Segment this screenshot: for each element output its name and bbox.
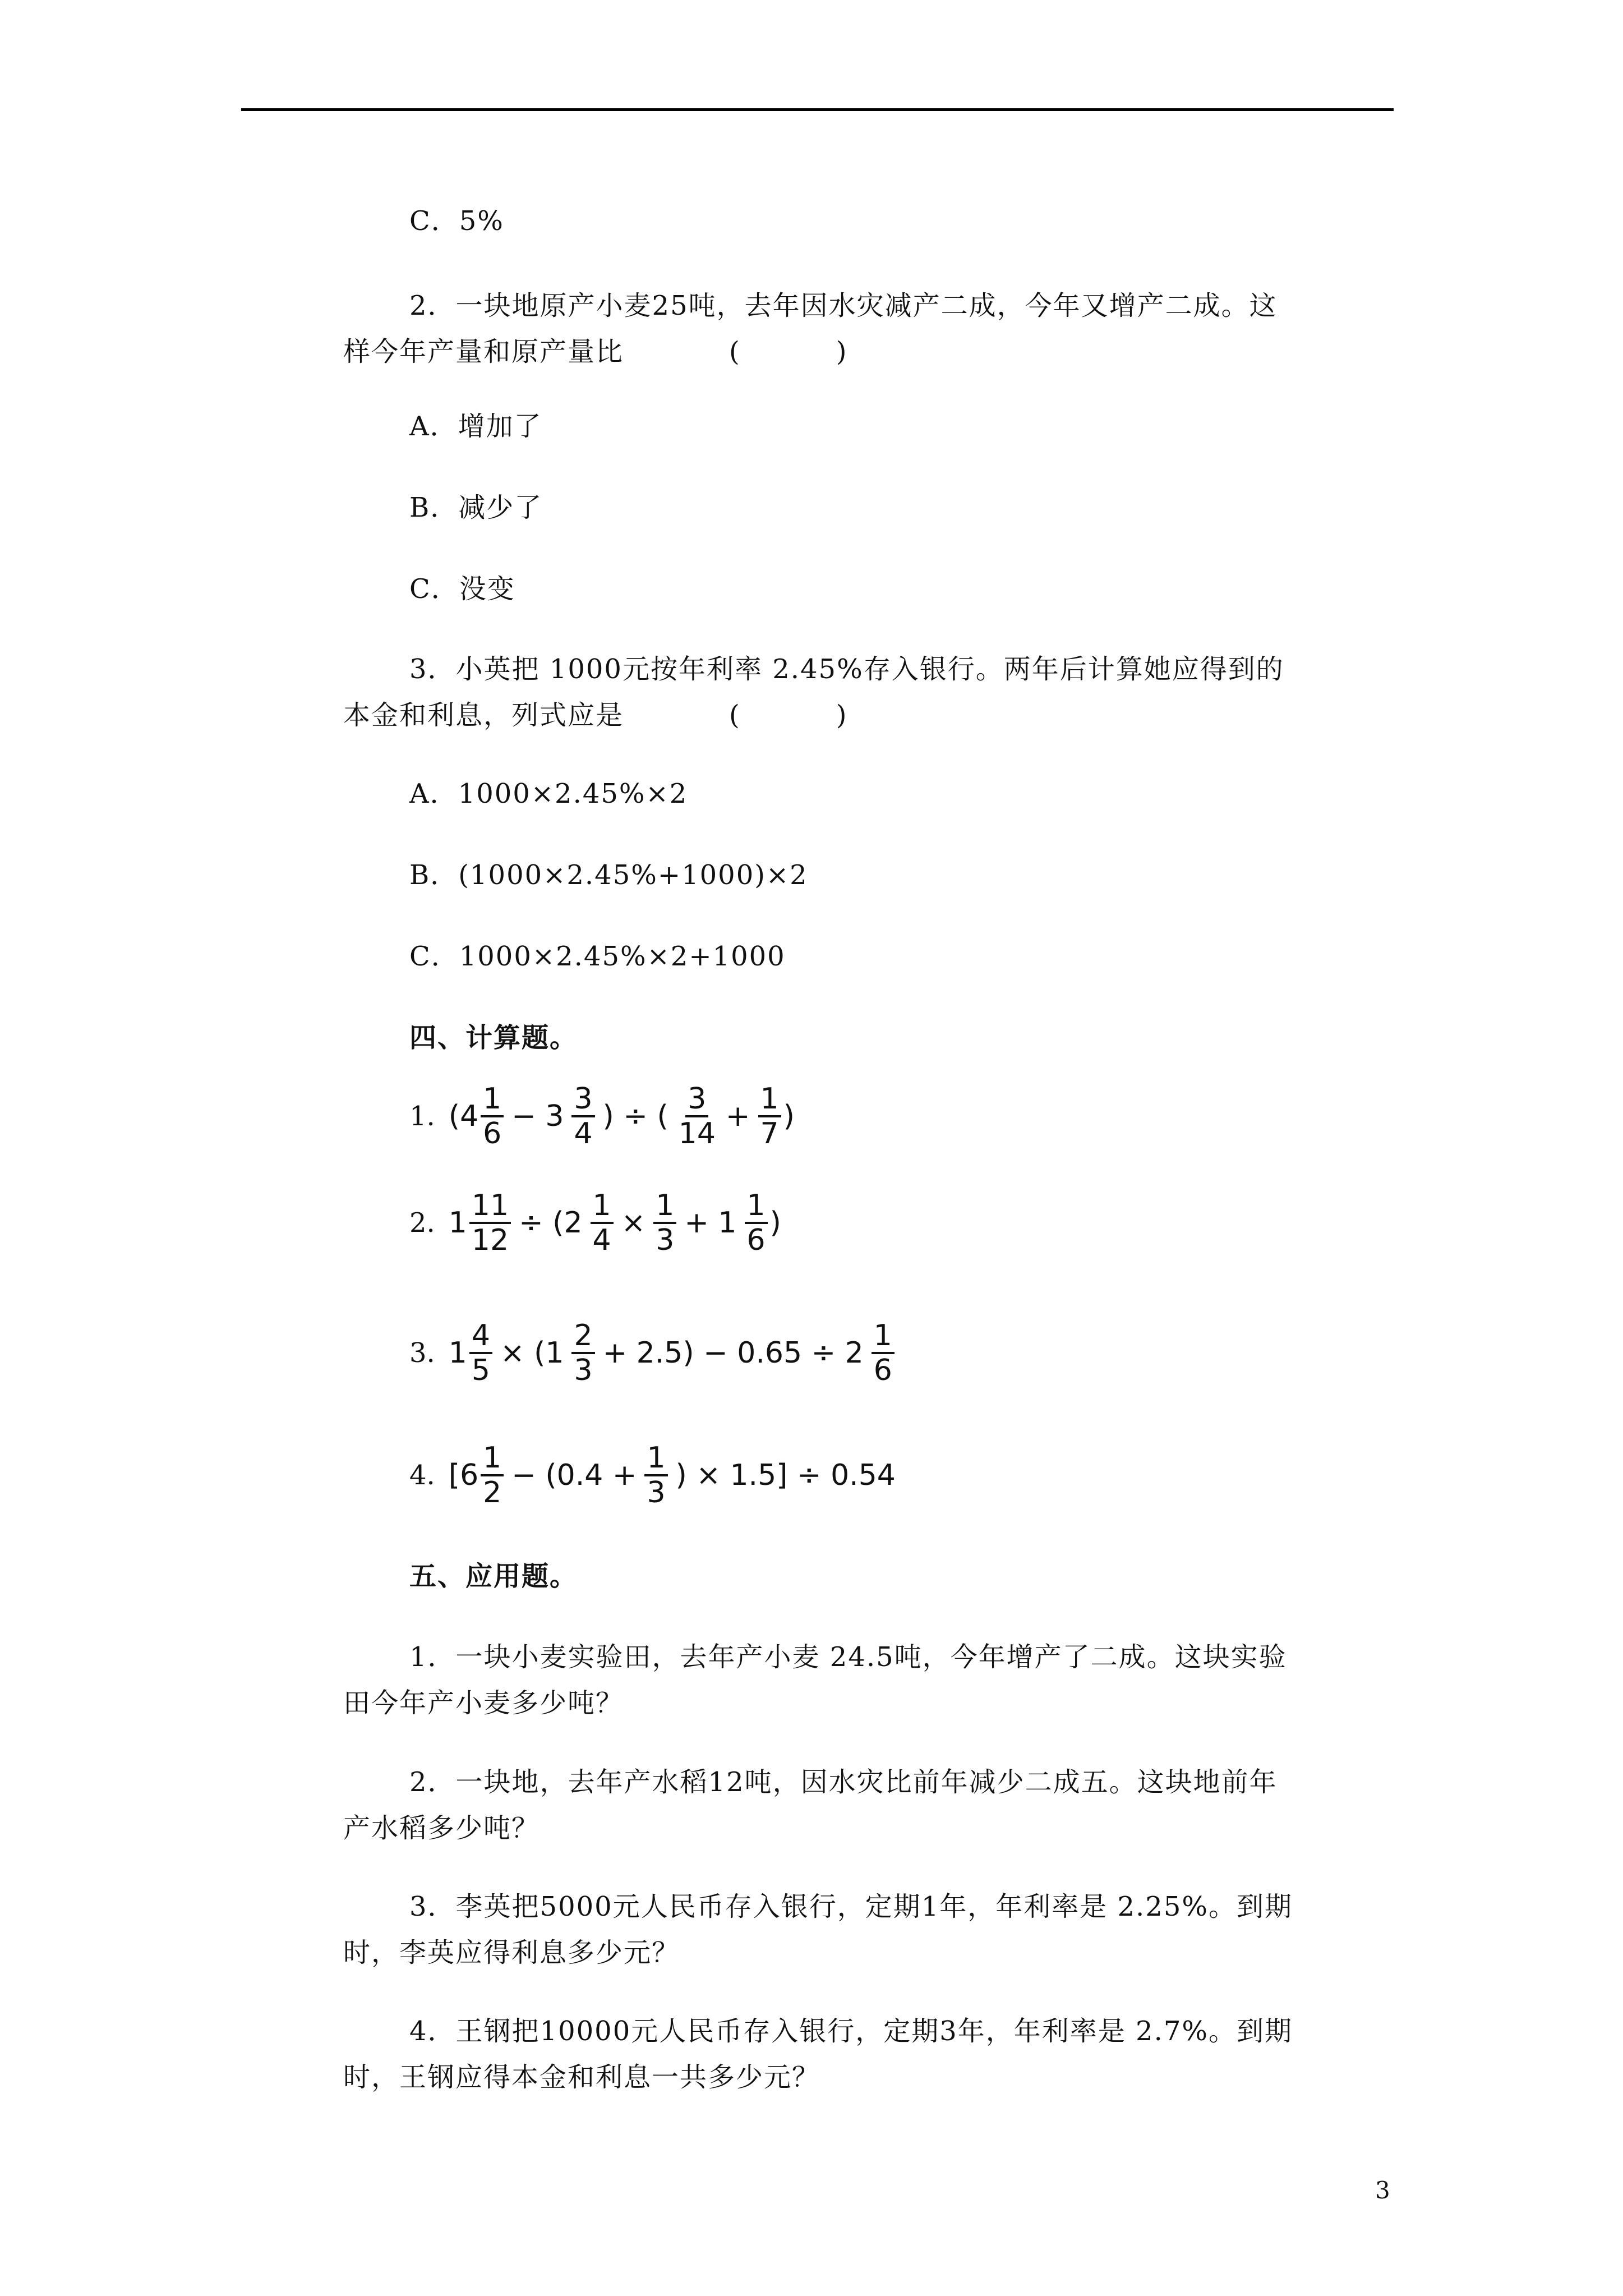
question-3 (343, 646, 1297, 738)
section-4-heading: 四、计算题。 (409, 1022, 578, 1053)
fraction: $\frac{1}{4}$ (591, 1189, 614, 1257)
fraction: $\frac{1}{3}$ (653, 1189, 676, 1257)
q3-option-c: C．1000×2.45%×2+1000 (409, 941, 786, 972)
q2-option-c: C．没变 (409, 573, 515, 605)
q2-option-a: A．增加了 (409, 411, 542, 442)
application-problem-3: 3．李英把5000元人民币存入银行，定期1年，年利率是 2.25%。到期时，李英应得利息多少元？ (343, 1891, 1293, 1968)
problem-number: 4. (409, 1460, 435, 1491)
section-5-heading: 五、应用题。 (409, 1561, 578, 1592)
q3-option-a: A．1000×2.45%×2 (409, 778, 688, 809)
fraction: $\frac{4}{5}$ (469, 1319, 492, 1387)
question-2-text: 2．一块地原产小麦25吨，去年因水灾减产二成，今年又增产二成。这样今年产量和原产量比 (343, 290, 1278, 367)
fraction: $\frac{1}{6}$ (872, 1319, 895, 1387)
application-problem-2: 2．一块地，去年产水稻12吨，因水灾比前年减少二成五。这块地前年产水稻多少吨？ (343, 1766, 1278, 1844)
header-rule (241, 108, 1394, 111)
calc-problem-1: 1. (4 $\frac{1}{6}$ − 3 $\frac{3}{4}$ ) ÷ ( $\frac{3}{14}$ + $\frac{1}{7}$ ) (409, 1082, 795, 1151)
fraction: $\frac{1}{6}$ (481, 1083, 504, 1150)
calc-problem-2: 2. 1 $\frac{11}{12}$ ÷ (2 $\frac{1}{4}$ × $\frac{1}{3}$ + 1 $\frac{1}{6}$ ) (409, 1189, 781, 1257)
application-problem-1: 1．一块小麦实验田，去年产小麦 24.5吨，今年增产了二成。这块实验田今年产小麦多少吨？ (343, 1641, 1287, 1719)
application-problem-4: 4．王钢把10000元人民币存入银行，定期3年，年利率是 2.7%。到期时，王钢应得本金和利息一共多少元？ (343, 2016, 1293, 2093)
problem-number: 2. (409, 1207, 435, 1239)
q2-option-b: B．减少了 (409, 492, 543, 523)
fraction: $\frac{2}{3}$ (571, 1319, 594, 1387)
question-3-text: 3．小英把 1000元按年利率 2.45%存入银行。两年后计算她应得到的本金和利息，列式应是 (343, 654, 1284, 731)
answer-blank: ( ) (729, 336, 848, 367)
option-c-5pct: C．5% (409, 205, 504, 237)
q3-option-b: B．(1000×2.45%+1000)×2 (409, 859, 808, 891)
problem-number: 3. (409, 1337, 435, 1369)
fraction: $\frac{3}{14}$ (678, 1082, 716, 1151)
fraction: $\frac{1}{6}$ (745, 1189, 768, 1257)
fraction: $\frac{1}{7}$ (758, 1083, 781, 1150)
fraction: $\frac{1}{2}$ (481, 1442, 504, 1509)
problem-number: 1. (409, 1101, 435, 1132)
calc-problem-4: 4. [6 $\frac{1}{2}$ − (0.4 + $\frac{1}{3}$ ) × 1.5] ÷ 0.54 (409, 1441, 896, 1510)
fraction: $\frac{1}{3}$ (644, 1442, 667, 1509)
fraction: $\frac{11}{12}$ (469, 1189, 511, 1257)
fraction: $\frac{3}{4}$ (571, 1083, 594, 1150)
calc-problem-3: 3. 1 $\frac{4}{5}$ × (1 $\frac{2}{3}$ + 2.5) − 0.65 ÷ 2 $\frac{1}{6}$ (409, 1319, 897, 1387)
answer-blank: ( ) (729, 700, 848, 731)
page-number: 3 (1375, 2177, 1390, 2204)
question-2 (343, 283, 1297, 375)
